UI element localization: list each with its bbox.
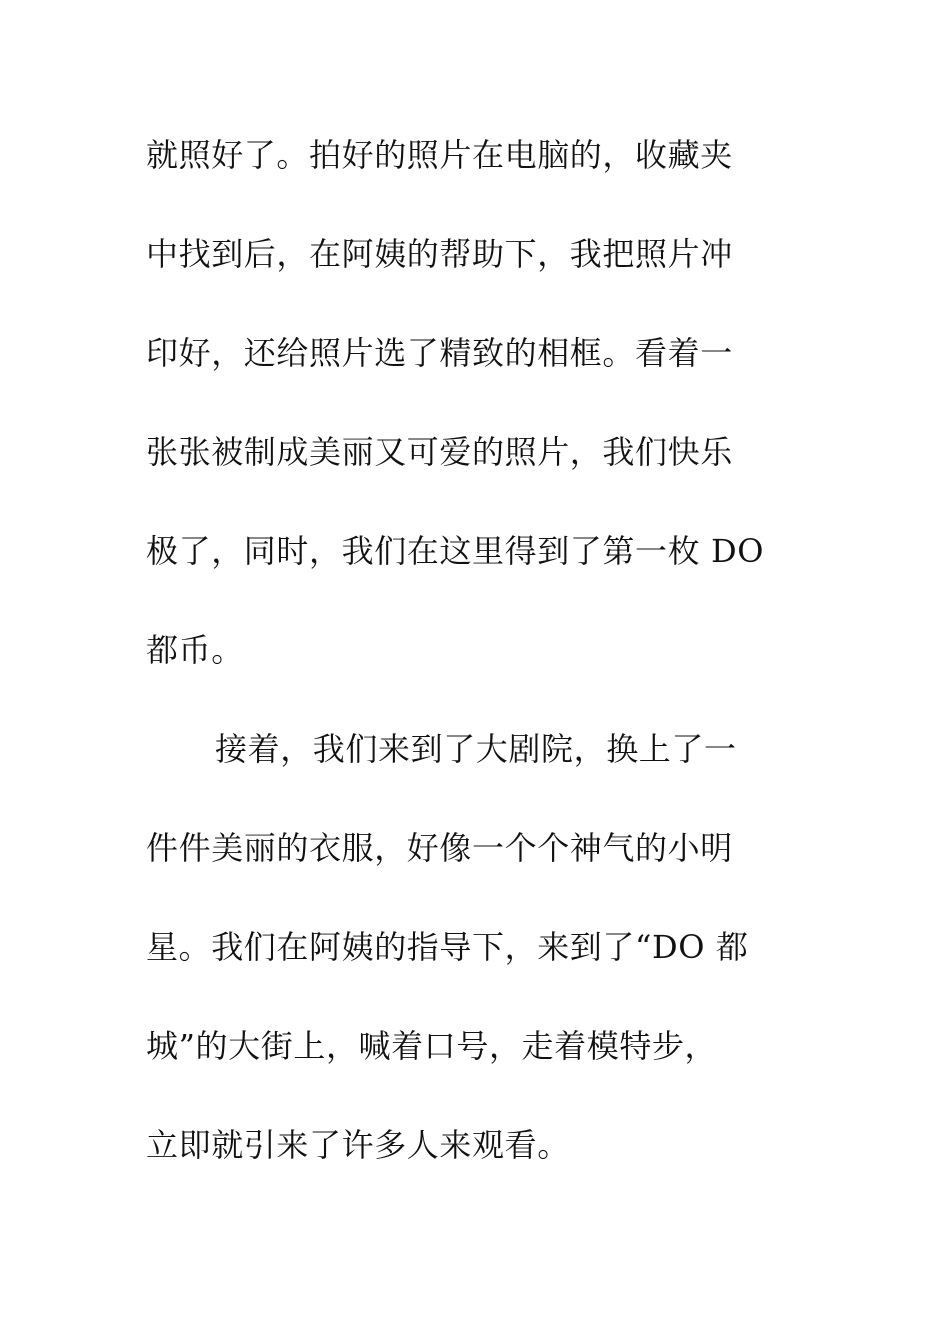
- document-body: [146, 122, 796, 1211]
- text-line: 印好，还给照片选了精致的相框。看着一: [146, 334, 733, 372]
- text-line: 中找到后，在阿姨的帮助下，我把照片冲: [146, 235, 733, 273]
- paragraph-2: [146, 716, 796, 1211]
- text-line: 都币。: [146, 631, 244, 669]
- paragraph-1: [146, 122, 796, 716]
- text-line: 极了，同时，我们在这里得到了第一枚 DO: [146, 532, 765, 570]
- text-line: 立即就引来了许多人来观看。: [146, 1126, 570, 1164]
- text-line: 张张被制成美丽又可爱的照片，我们快乐: [146, 433, 733, 471]
- text-line: 星。我们在阿姨的指导下，来到了“DO 都: [146, 928, 749, 966]
- text-line: 就照好了。拍好的照片在电脑的，收藏夹: [146, 136, 733, 174]
- text-line: 件件美丽的衣服，好像一个个神气的小明: [146, 829, 733, 867]
- text-line: 接着，我们来到了大剧院，换上了一: [215, 730, 737, 768]
- text-line: 城”的大街上，喊着口号，走着模特步，: [146, 1027, 718, 1065]
